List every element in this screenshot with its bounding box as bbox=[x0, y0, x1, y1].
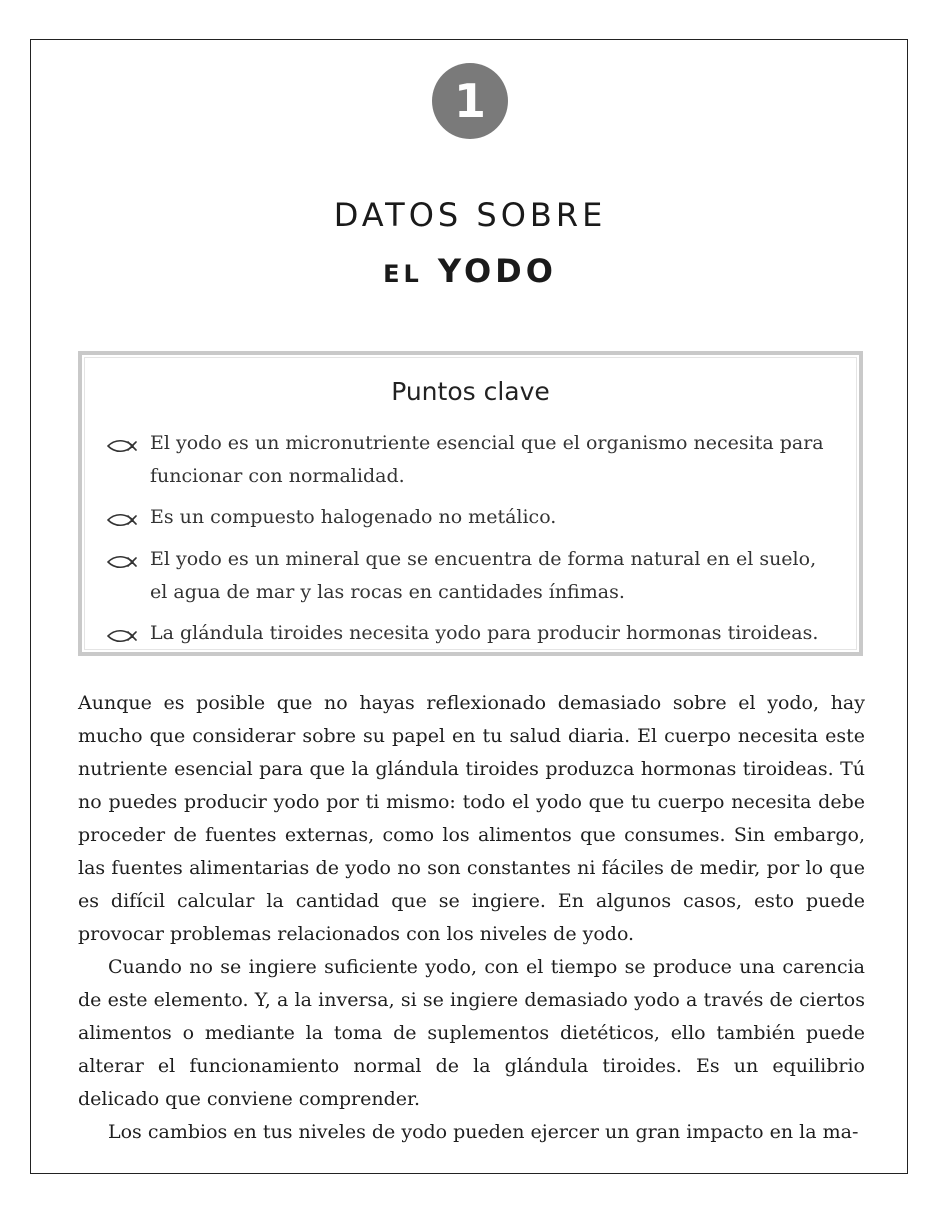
body-text bbox=[78, 687, 865, 1149]
body-paragraph: Los cambios en tus niveles de yodo pueden ejercer un gran impacto en la ma- bbox=[108, 1121, 859, 1143]
key-point-item bbox=[106, 543, 836, 609]
chapter-title-line-1: DATOS SOBRE bbox=[333, 196, 607, 234]
chapter-title-small-word: EL bbox=[383, 260, 423, 288]
fish-icon bbox=[106, 554, 138, 570]
fish-icon bbox=[106, 438, 138, 454]
chapter-title-main-word: YODO bbox=[437, 252, 557, 290]
fish-icon bbox=[106, 512, 138, 528]
key-points-list bbox=[106, 427, 836, 658]
key-point-text: El yodo es un micronutriente esencial que el organismo necesita para funcionar con normalidad. bbox=[150, 432, 824, 487]
key-points-box bbox=[78, 351, 863, 656]
chapter-title-line-2 bbox=[0, 252, 940, 290]
key-point-text: La glándula tiroides necesita yodo para producir hormonas tiroideas. bbox=[150, 622, 819, 644]
body-paragraph: Cuando no se ingiere suficiente yodo, con el tiempo se produce una carencia de este elemento. Y, a la inversa, si se ingiere demasiado yodo a través de ciertos alimentos o mediante la toma de suplementos dietéticos, ello también puede alterar el funcionamiento normal de la glándula tiroides. Es un equilibrio delicado que conviene comprender. bbox=[78, 956, 865, 1110]
key-point-item bbox=[106, 501, 836, 534]
body-paragraph: Aunque es posible que no hayas reflexionado demasiado sobre el yodo, hay mucho que considerar sobre su papel en tu salud diaria. El cuerpo necesita este nutriente esencial para que la glándula tiroides produzca hormonas tiroideas. Tú no puedes producir yodo por ti mismo: todo el yodo que tu cuerpo necesita debe proceder de fuentes externas, como los alimentos que consumes. Sin embargo, las fuentes alimentarias de yodo no son constantes ni fáciles de medir, por lo que es difícil calcular la cantidad que se ingiere. En algunos casos, esto puede provocar problemas relacionados con los niveles de yodo. bbox=[78, 692, 865, 945]
key-point-item bbox=[106, 617, 836, 650]
fish-icon bbox=[106, 628, 138, 644]
key-point-text: Es un compuesto halogenado no metálico. bbox=[150, 506, 557, 528]
key-point-text: El yodo es un mineral que se encuentra de forma natural en el suelo, el agua de mar y las rocas en cantidades ínfimas. bbox=[150, 548, 817, 603]
chapter-number-badge: 1 bbox=[432, 63, 508, 139]
key-points-title: Puntos clave bbox=[391, 377, 550, 406]
key-point-item bbox=[106, 427, 836, 493]
